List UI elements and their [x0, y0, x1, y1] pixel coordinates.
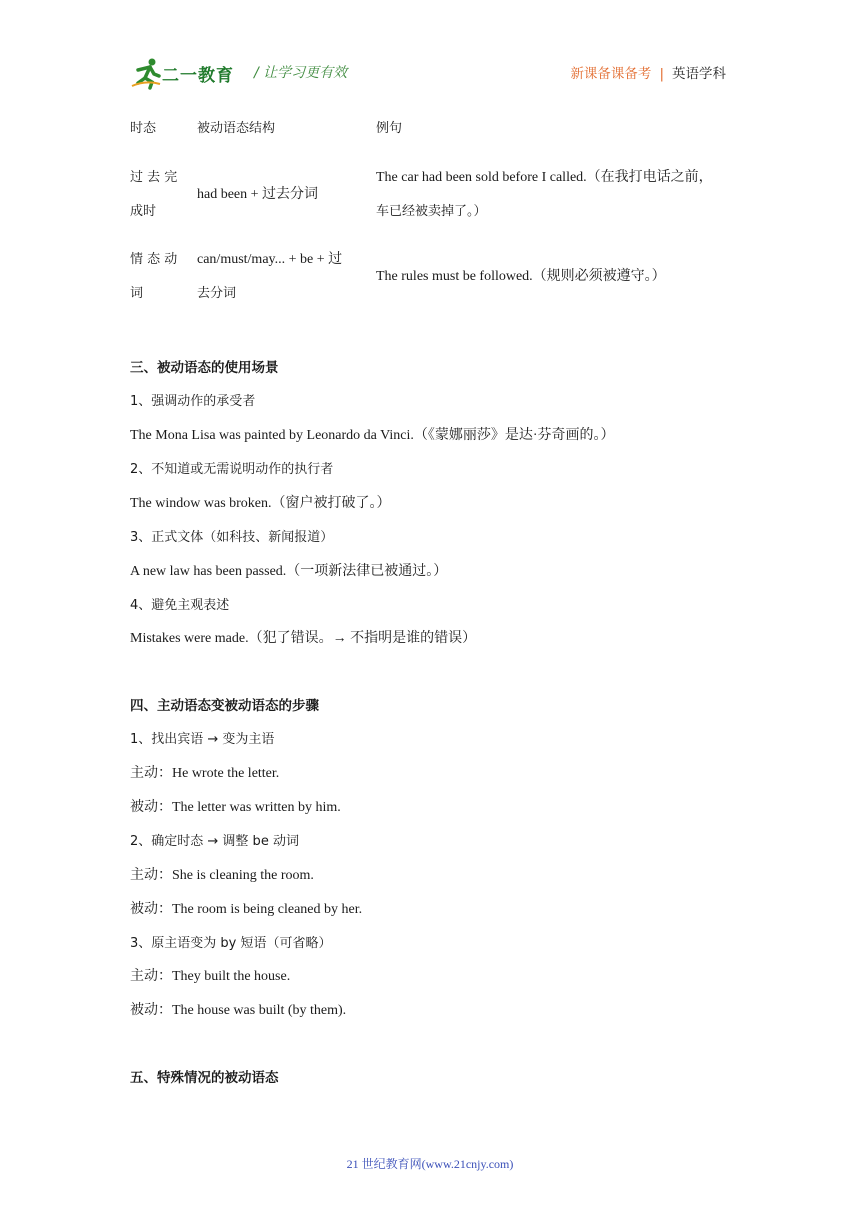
section-title: 四、主动语态变被动语态的步骤 — [130, 698, 319, 714]
table-header-tense: 时态 — [130, 121, 157, 136]
page-header — [130, 56, 726, 90]
list-item: 1、找出宾语 → 变为主语 — [130, 732, 275, 747]
list-item: 4、避免主观表述 — [130, 598, 230, 613]
list-item: 1、强调动作的承受者 — [130, 394, 256, 409]
page-footer: 21 世纪教育网(www.21cnjy.com) — [346, 1157, 514, 1171]
logo — [130, 56, 250, 90]
table-cell-structure: 去分词 — [197, 286, 237, 301]
header-tag-course: 新课备课备考 — [570, 66, 652, 82]
list-item: 3、原主语变为 by 短语（可省略） — [130, 936, 332, 951]
table-header-example: 例句 — [376, 121, 403, 136]
list-item: 被动：The room is being cleaned by her. — [130, 902, 363, 917]
list-item: 2、确定时态 → 调整 be 动词 — [130, 834, 299, 849]
list-item: 被动：The letter was written by him. — [130, 800, 341, 815]
table-cell-example: 车已经被卖掉了。） — [376, 204, 487, 219]
table-cell-structure: can/must/may... + be + 过 — [197, 252, 343, 267]
table-cell-tense: 成时 — [130, 204, 157, 219]
list-item: Mistakes were made.（犯了错误。→ 不指明是谁的错误） — [130, 631, 477, 646]
list-item: 被动：The house was built (by them). — [130, 1003, 347, 1018]
list-item: 主动：She is cleaning the room. — [130, 868, 314, 883]
table-cell-tense: 情 态 动 — [130, 252, 178, 267]
list-item: The window was broken.（窗户被打破了。） — [130, 496, 391, 511]
list-item: 3、正式文体（如科技、新闻报道） — [130, 530, 334, 545]
table-header-structure: 被动语态结构 — [197, 121, 276, 136]
table-cell-tense: 词 — [130, 286, 144, 301]
section-title: 三、被动语态的使用场景 — [130, 360, 279, 376]
running-man-icon — [130, 56, 162, 90]
table-cell-example: The rules must be followed.（规则必须被遵守。） — [376, 269, 666, 284]
table-cell-example: The car had been sold before I called.（在我打电话之前， — [376, 170, 713, 185]
section-title: 五、特殊情况的被动语态 — [130, 1070, 279, 1086]
list-item: The Mona Lisa was painted by Leonardo da Vinci.（《蒙娜丽莎》是达·芬奇画的。） — [130, 428, 615, 443]
list-item: 主动：They built the house. — [130, 969, 291, 984]
header-separator: | — [659, 66, 664, 82]
list-item: A new law has been passed.（一项新法律已被通过。） — [130, 564, 448, 579]
header-tag-subject: 英语学科 — [672, 66, 726, 82]
table-cell-structure: had been + 过去分词 — [197, 187, 319, 202]
slogan: / 让学习更有效 — [254, 65, 348, 81]
table-cell-tense: 过 去 完 — [130, 170, 178, 185]
header-right — [570, 62, 726, 82]
logo-text: 二一教育 — [162, 66, 234, 86]
list-item: 2、不知道或无需说明动作的执行者 — [130, 462, 334, 477]
list-item: 主动：He wrote the letter. — [130, 766, 280, 781]
